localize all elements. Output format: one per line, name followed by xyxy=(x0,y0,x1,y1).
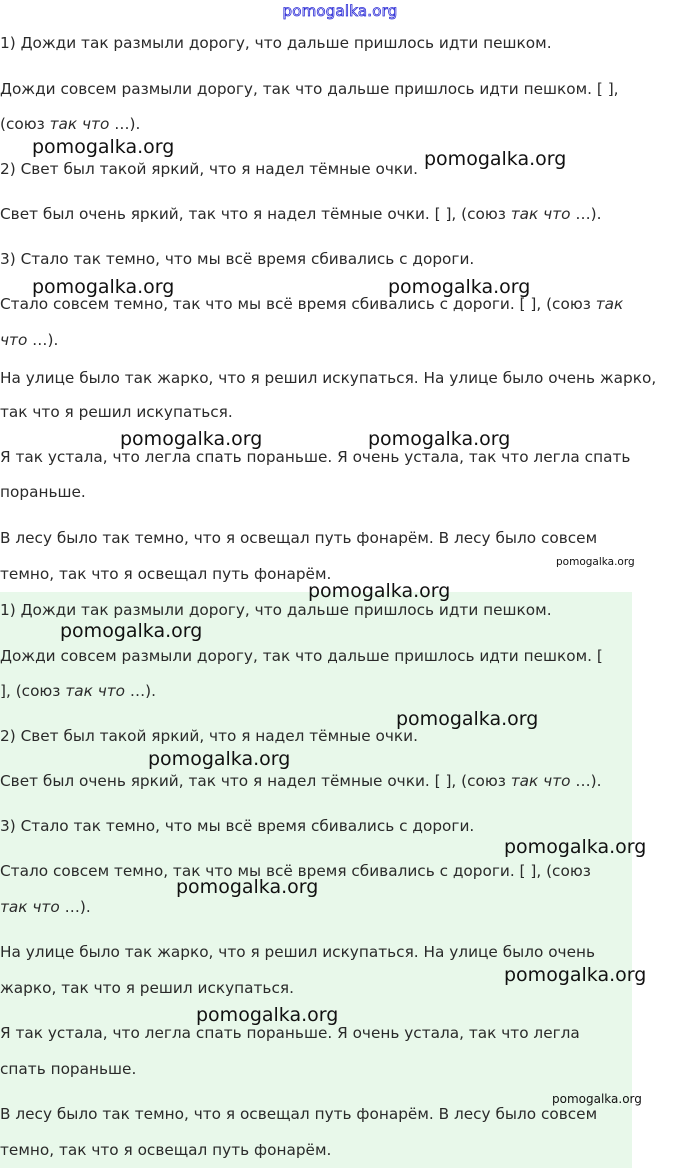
watermark: pomogalka.org xyxy=(424,148,567,170)
answer-line: В лесу было так темно, что я освещал путь фонарём. В лесу было совсем xyxy=(0,1105,598,1123)
answer-line: ], (союз так что …). xyxy=(0,682,157,700)
watermark: pomogalka.org xyxy=(148,748,291,770)
text-line: 2) Свет был такой яркий, что я надел тёмные очки. xyxy=(0,160,418,178)
watermark: pomogalka.org xyxy=(388,276,531,298)
answer-line: 3) Стало так темно, что мы всё время сбивались с дороги. xyxy=(0,817,475,835)
watermark: pomogalka.org xyxy=(196,1004,339,1026)
answer-line: так что …). xyxy=(0,898,91,916)
text-line: Дожди совсем размыли дорогу, так что дальше пришлось идти пешком. [ ], xyxy=(0,80,619,98)
answer-line: спать пораньше. xyxy=(0,1060,137,1078)
watermark: pomogalka.org xyxy=(120,428,263,450)
text-line: Я так устала, что легла спать пораньше. Я очень устала, так что легла спать xyxy=(0,448,631,466)
text-line: В лесу было так темно, что я освещал путь фонарём. В лесу было совсем xyxy=(0,529,598,547)
text-line: Свет был очень яркий, так что я надел тёмные очки. [ ], (союз так что …). xyxy=(0,205,602,223)
text-line: На улице было так жарко, что я решил искупаться. На улице было очень жарко, xyxy=(0,369,657,387)
watermark: pomogalka.org xyxy=(32,276,175,298)
answer-line: 1) Дожди так размыли дорогу, что дальше пришлось идти пешком. xyxy=(0,601,552,619)
text-line: пораньше. xyxy=(0,483,86,501)
text-line: что …). xyxy=(0,331,59,349)
text-line: (союз так что …). xyxy=(0,115,141,133)
text-line: Стало совсем темно, так что мы всё время сбивались с дороги. [ ], (союз так xyxy=(0,295,624,313)
answer-line: Я так устала, что легла спать пораньше. Я очень устала, так что легла xyxy=(0,1024,580,1042)
answer-line: Свет был очень яркий, так что я надел тёмные очки. [ ], (союз так что …). xyxy=(0,772,602,790)
answer-line: 2) Свет был такой яркий, что я надел тёмные очки. xyxy=(0,727,418,745)
text-line: 1) Дожди так размыли дорогу, что дальше пришлось идти пешком. xyxy=(0,34,552,52)
text-line: темно, так что я освещал путь фонарём. xyxy=(0,565,332,583)
answer-line: жарко, так что я решил искупаться. xyxy=(0,979,294,997)
watermark: pomogalka.org xyxy=(396,708,539,730)
text-line: так что я решил искупаться. xyxy=(0,403,233,421)
answer-line: Стало совсем темно, так что мы всё время сбивались с дороги. [ ], (союз xyxy=(0,862,591,880)
watermark: pomogalka.org xyxy=(552,1092,642,1106)
text-line: 3) Стало так темно, что мы всё время сбивались с дороги. xyxy=(0,250,475,268)
watermark: pomogalka.org xyxy=(368,428,511,450)
watermark: pomogalka.org xyxy=(60,620,203,642)
watermark: pomogalka.org xyxy=(32,136,175,158)
watermark: pomogalka.org xyxy=(308,580,451,602)
watermark: pomogalka.org xyxy=(504,964,647,986)
watermark: pomogalka.org xyxy=(176,876,319,898)
watermark: pomogalka.org xyxy=(504,836,647,858)
answer-line: Дожди совсем размыли дорогу, так что дальше пришлось идти пешком. [ xyxy=(0,647,603,665)
site-header-logo[interactable]: pomogalka.org xyxy=(282,2,398,20)
answer-line: темно, так что я освещал путь фонарём. xyxy=(0,1141,332,1159)
watermark: pomogalka.org xyxy=(556,556,635,568)
answer-line: На улице было так жарко, что я решил искупаться. На улице было очень xyxy=(0,943,596,961)
